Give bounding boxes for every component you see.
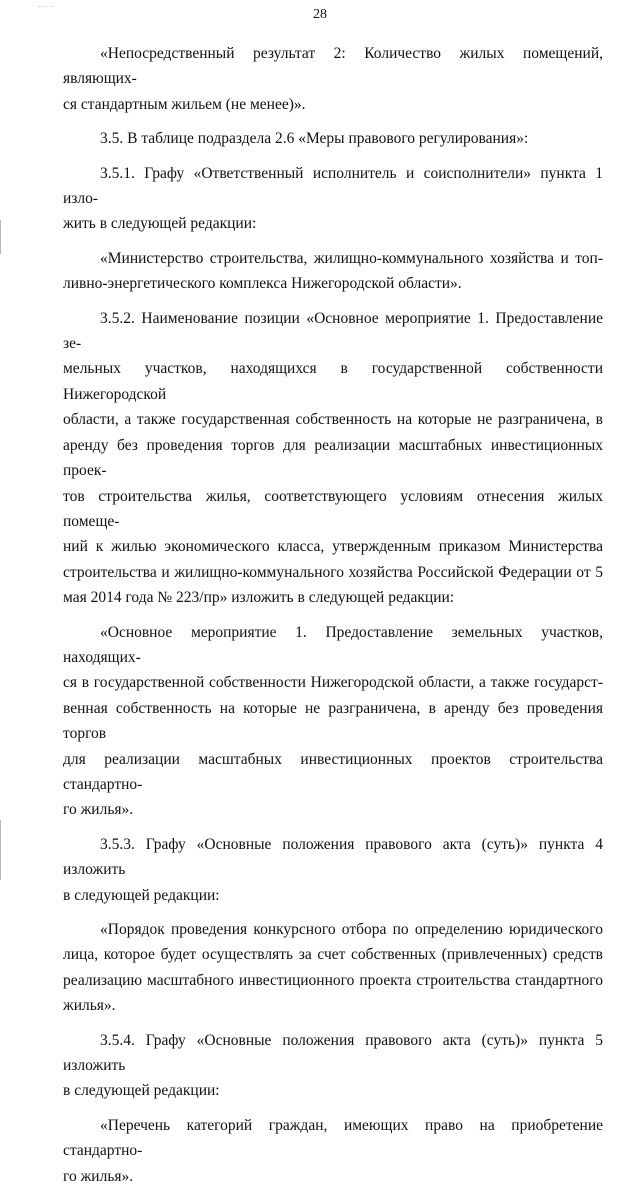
- paragraph: [63, 832, 603, 908]
- document-body: [63, 41, 603, 1198]
- text-line: 3.5.3. Графу «Основные положения правового акта (суть)» пункта 4 изложить: [63, 835, 603, 879]
- text-line: «Непосредственный результат 2: Количество жилых помещений, являющих-: [63, 45, 603, 88]
- page-number: 28: [313, 7, 327, 22]
- paragraph: [63, 306, 603, 611]
- text-line: для реализации масштабных инвестиционных проектов строительства стандартно-: [63, 750, 603, 793]
- text-line: «Министерство строительства, жилищно-коммунального хозяйства и топ-: [100, 249, 603, 267]
- paragraph: [63, 41, 603, 117]
- paragraph: [63, 246, 603, 297]
- text-line: ний к жилью экономического класса, утвержденным приказом Министерства: [63, 538, 603, 556]
- text-line: области, а также государственная собственность на которые не разграничена, в: [63, 411, 603, 429]
- text-line: «Перечень категорий граждан, имеющих право на приобретение стандартно-: [63, 1116, 603, 1160]
- text-line: «Порядок проведения конкурсного отбора по определению юридического: [100, 921, 603, 938]
- paragraph: [63, 917, 603, 1019]
- paragraph: [63, 161, 603, 237]
- text-line: 3.5.4. Графу «Основные положения правового акта (суть)» пункта 5 изложить: [63, 1031, 603, 1075]
- text-line: 3.5. В таблице подраздела 2.6 «Меры правового регулирования»:: [100, 130, 529, 148]
- text-line: мельных участков, находящихся в государственной собственности Нижегородской: [63, 360, 603, 403]
- text-line: тов строительства жилья, соответствующего условиям отнесения жилых помеще-: [63, 487, 603, 530]
- paragraph: [63, 1113, 603, 1189]
- text-line: 3.5.2. Наименование позиции «Основное мероприятие 1. Предоставление зе-: [63, 309, 603, 353]
- text-line: ся в государственной собственности Нижегородской области, а также государст-: [63, 674, 603, 692]
- text-line: жить в следующей редакции:: [63, 215, 257, 233]
- paragraph: [63, 126, 603, 151]
- text-line: в следующей редакции:: [63, 1082, 220, 1100]
- text-line: ливно-энергетического комплекса Нижегородской области».: [63, 275, 462, 293]
- text-line: ся стандартным жильем (не менее)».: [63, 95, 306, 113]
- text-line: венная собственность на которые не разграничена, в аренду без проведения торгов: [63, 699, 603, 743]
- scan-edge-mark: [0, 220, 1, 254]
- text-line: го жилья».: [63, 1167, 134, 1185]
- text-line: 3.5.1. Графу «Ответственный исполнитель и соисполнители» пункта 1 изло-: [63, 164, 603, 208]
- text-line: строительства и жилищно-коммунального хозяйства Российской Федерации от 5: [63, 563, 603, 581]
- text-line: мая 2014 года № 223/пр» изложить в следующей редакции:: [63, 589, 455, 607]
- text-line: лица, которое будет осуществлять за счет собственных (привлеченных) средств: [63, 946, 603, 964]
- text-line: реализацию масштабного инвестиционного проекта строительства стандартного: [63, 971, 603, 989]
- text-line: жилья».: [63, 997, 116, 1015]
- paragraph: [63, 1028, 603, 1104]
- text-line: в следующей редакции:: [63, 886, 220, 904]
- text-line: го жилья».: [63, 801, 134, 819]
- scan-edge-mark: [0, 820, 1, 880]
- text-line: «Основное мероприятие 1. Предоставление земельных участков, находящих-: [63, 623, 603, 666]
- paragraph: [63, 620, 603, 823]
- text-line: аренду без проведения торгов для реализации масштабных инвестиционных проек-: [63, 436, 603, 480]
